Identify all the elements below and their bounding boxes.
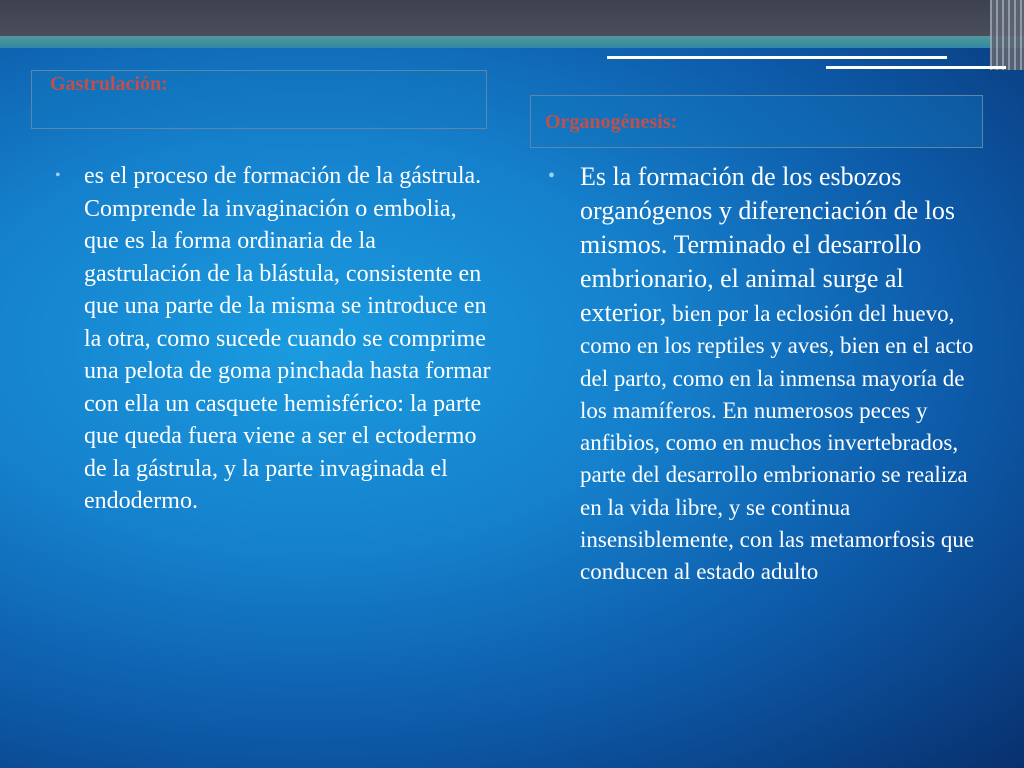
organogenesis-content [548, 160, 978, 589]
gastrulacion-title: Gastrulación: [50, 73, 168, 95]
organogenesis-text [580, 160, 978, 589]
bullet-item [55, 160, 495, 518]
gastrulacion-text: es el proceso de formación de la gástrula. Comprende la invaginación o embolia, que es la forma ordinaria de la gastrulación de la blástula, consistente en que una parte de la misma se introduce en la otra, como sucede cuando se comprime una pelota de goma pinchada hasta formar con ella un casquete hemisférico: la parte que queda fuera viene a ser el ectodermo de la gástrula, y la parte invaginada el endodermo. [84, 163, 491, 514]
bullet-icon: • [548, 165, 556, 187]
organogenesis-title: Organogénesis: [545, 111, 678, 133]
decorative-line-lower [826, 66, 1006, 69]
gastrulacion-content [55, 160, 495, 518]
organogenesis-text-large: Es la formación de los esbozos organógenos y diferenciación de los mismos. Terminado el desarrollo embrionario, el animal surge al exterior, [580, 162, 955, 327]
organogenesis-title-box [530, 95, 983, 148]
gastrulacion-title-box [31, 70, 487, 129]
bullet-item [548, 160, 978, 589]
bullet-icon: • [55, 167, 61, 184]
top-bar [0, 0, 1024, 36]
decorative-stripes [990, 0, 1024, 70]
decorative-line-upper [607, 56, 947, 59]
teal-band [0, 36, 1024, 48]
organogenesis-text-small: bien por la eclosión del huevo, como en los reptiles y aves, bien en el acto del parto, como en la inmensa mayoría de los mamíferos. En numerosos peces y anfibios, como en muchos invertebrados, parte del desarrollo embrionario se realiza en la vida libre, y se continua insensiblemente, con las metamorfosis que conducen al estado adulto [580, 301, 975, 585]
